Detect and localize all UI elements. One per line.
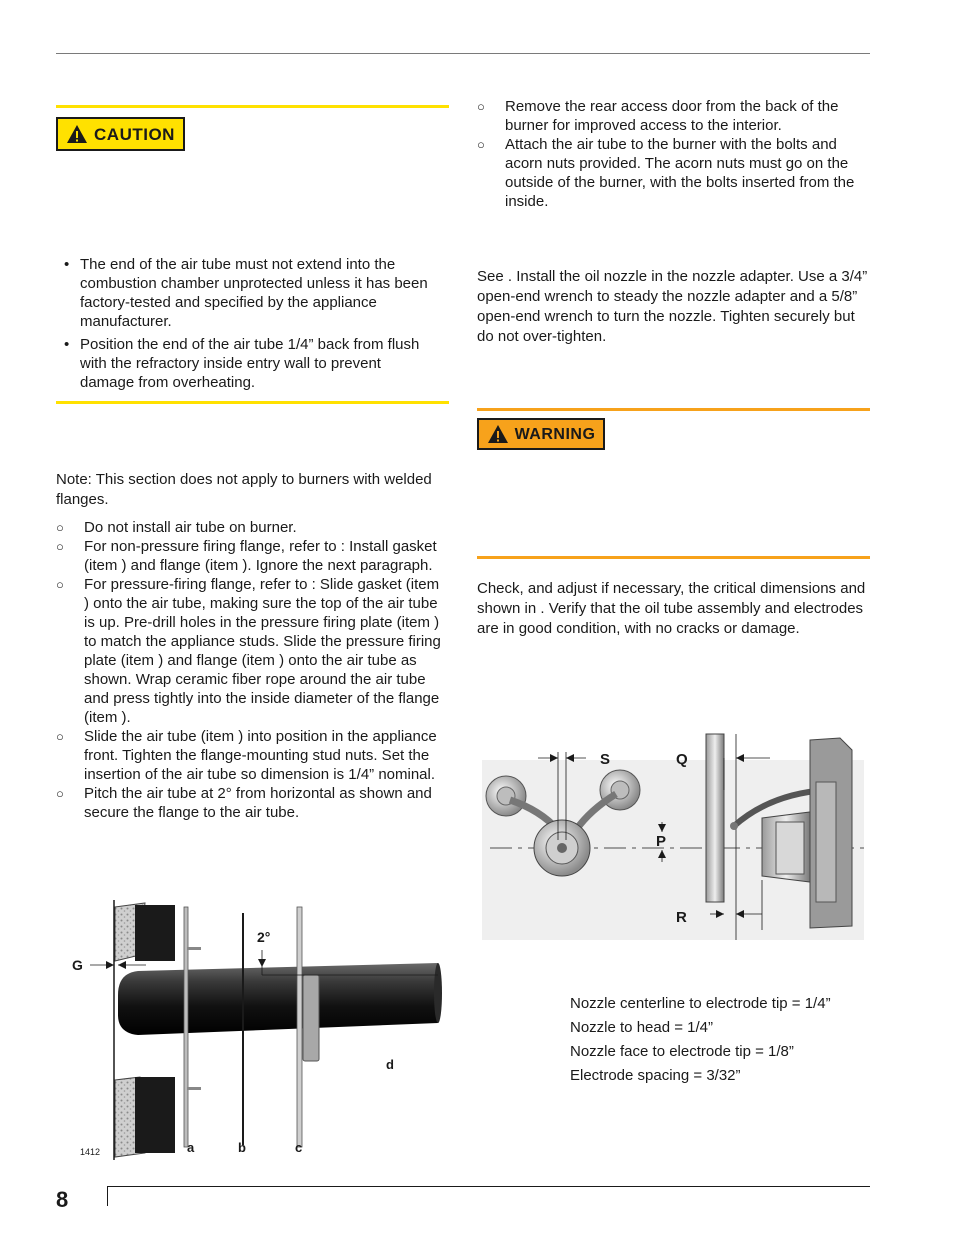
air-tube-figure (60, 895, 445, 1165)
list-item: ○ For non-pressure firing flange, refer to : Install gasket (item ) and flange (item ). Ignore the next paragraph. (56, 537, 448, 575)
list-item: ○ Do not install air tube on burner. (56, 518, 448, 537)
caution-badge (56, 117, 185, 151)
figure-code: 1412 (80, 1147, 101, 1157)
item-c-label: c (295, 1140, 303, 1155)
note-text: Note: This section does not apply to burners with welded flanges. (56, 471, 432, 508)
item-a-label: a (187, 1140, 195, 1155)
warning-bottom-rule (477, 556, 870, 559)
list-item: ○ Attach the air tube to the burner with the bolts and acorn nuts provided. The acorn nuts must go on the outside of the burner, with the bolts inserted from the inside. (477, 135, 870, 211)
warning-top-rule (477, 408, 870, 411)
list-item: Electrode spacing = 3/32” (570, 1067, 741, 1084)
g-label: G (72, 957, 83, 973)
footer-vertical-rule (107, 1186, 108, 1206)
check-dimensions-paragraph: Check, and adjust if necessary, the critical dimensions and shown in . Verify that the oil tube assembly and electrodes are in good condition, with no cracks or damage. (477, 580, 866, 637)
warning-triangle-icon (487, 424, 509, 444)
dimension-q-label: Q (676, 751, 688, 768)
item-d-label: d (386, 1057, 394, 1072)
list-item: ○ Remove the rear access door from the back of the burner for improved access to the interior. (477, 97, 870, 135)
caution-bullet: • Position the end of the air tube 1/4” back from flush with the refractory inside entry wall to prevent damage from overheating. (56, 335, 436, 392)
air-tube-attach-steps (477, 97, 870, 211)
list-item: ○ Pitch the air tube at 2° from horizontal as shown and secure the flange to the air tube. (56, 784, 448, 822)
caution-bullet: • The end of the air tube must not extend into the combustion chamber unprotected unless it has been factory-tested and specified by the appliance manufacturer. (56, 255, 436, 331)
page-number: 8 (56, 1187, 69, 1212)
list-item: Nozzle face to electrode tip = 1/8” (570, 1043, 794, 1060)
angle-label: 2° (257, 929, 271, 945)
warning-label: WARNING (514, 425, 596, 443)
dimension-p-label: P (656, 833, 667, 850)
caution-label: CAUTION (94, 124, 175, 144)
electrode-figure (480, 730, 866, 942)
list-item: ○ Slide the air tube (item ) into position in the appliance front. Tighten the flange-mounting stud nuts. Set the insertion of the air tube so dimension is 1/4” nominal. (56, 727, 448, 784)
dimension-r-label: R (676, 909, 687, 926)
air-tube-steps (56, 518, 448, 822)
list-item: Nozzle centerline to electrode tip = 1/4” (570, 995, 831, 1012)
caution-top-rule (56, 105, 449, 108)
caution-bullets (56, 255, 436, 396)
dimension-s-label: S (600, 751, 611, 768)
list-item: ○ For pressure-firing flange, refer to : Slide gasket (item ) onto the air tube, making sure the top of the air tube is up. Pre-drill holes in the pressure firing plate (item ) to match the appliance studs. Slide the pressure firing plate (item ) and flange (item ) onto the air tube as shown. Wrap ceramic fiber rope around the air tube and press tightly into the inside diameter of the flange (item ). (56, 575, 448, 727)
warning-triangle-icon (66, 124, 88, 144)
item-b-label: b (238, 1140, 246, 1155)
header-rule (56, 53, 870, 54)
nozzle-install-paragraph: See . Install the oil nozzle in the nozzle adapter. Use a 3/4” open-end wrench to steady the nozzle adapter and a 5/8” open-end wrench to turn the nozzle. Tighten securely but do not over-tighten. (477, 268, 868, 345)
dimension-legend (570, 994, 870, 1090)
warning-badge (477, 418, 605, 450)
footer-rule (107, 1186, 870, 1187)
list-item: Nozzle to head = 1/4” (570, 1019, 714, 1036)
caution-bottom-rule (56, 401, 449, 404)
